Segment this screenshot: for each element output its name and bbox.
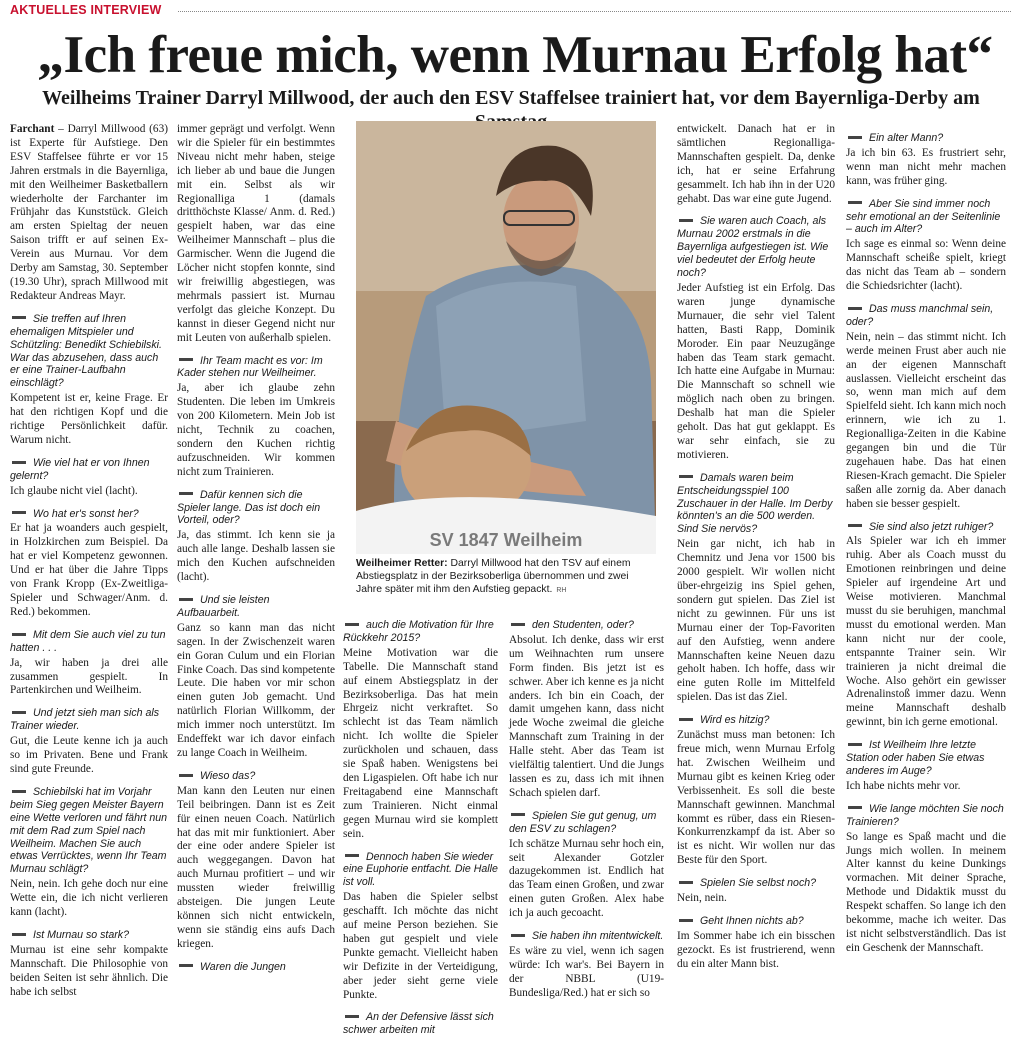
question-marker [179,358,193,361]
question-marker [179,774,193,777]
interview-question [509,619,664,632]
question-text: Spielen Sie selbst noch? [700,877,817,890]
question-marker [679,919,693,922]
question-text: Wird es hitzig? [700,714,770,727]
paragraph-text: Es wäre zu viel, wenn ich sagen würde: Ich war's. Bei Bayern in der NBBL (U19-Bundesliga/Red.) hat er sich so [509,944,664,999]
interview-question [509,930,664,943]
answer-paragraph [509,634,664,801]
paragraph-text: Ja, das stimmt. Ich kenn sie ja auch alle lange. Deshalb lassen sie mich den Kuchen aufschneiden (lacht). [177,529,335,584]
answer-paragraph [10,735,168,777]
interview-question [10,457,168,483]
jersey-lettering: SV 1847 Weilheim [429,530,583,550]
article-column-1 [10,123,168,1013]
paragraph-text: Das haben die Spieler selbst geschafft. Ich möchte das nicht auf meine Person beziehen. Sie haben gut gespielt und viele Punkte gemacht. Vielleicht haben wir Defizite in der Verteidigung, aber jeder sieht gerne viele Punkte. [343,891,498,1001]
question-text: Und sie leisten Aufbauarbeit. [177,594,270,619]
interview-question [10,929,168,942]
paragraph-text: Nein, nein. [677,892,727,905]
article-column-4 [509,610,664,1013]
answer-paragraph [177,382,335,479]
question-text: Dafür kennen sich die Spieler lange. Das ist doch ein Vorteil, oder? [177,488,321,527]
paragraph-text: Ich glaube nicht viel (lacht). [10,484,138,497]
interview-question [10,313,168,390]
paragraph-text: Absolut. Ich denke, dass wir erst um Weihnachten rum unsere Form finden. Bis jetzt ist es schwer. Aber ich kenne es ja nicht anders. Ich bin ein Coach, der damit umgehen kann, dass nicht jede Woche zweimal die gleiche Mannschaft zum Training in der Halle steht. Aber das Team ist vielfältig talentiert. Und die Jungs lassen es zu, dass ich mit ihnen Schach spielen darf. [509,633,664,799]
question-marker [511,934,525,937]
question-text: Wie lange möchten Sie noch Trainieren? [846,802,1004,828]
paragraph-text: Man kann den Leuten nur einen Teil beibringen. Dann ist es Zeit für einen neuen Coach. Natürlich hat das mit mir funktioniert. Aber der eine oder andere Spieler ist auch weggegangen. Davon hat auch Murnau profitiert – und wir mussten wieder freiwillig absteigen. Die jungen Leute können sich nicht entwickeln, wenn sie ständig eins aufs Dach kriegen. [177,784,335,950]
answer-paragraph [177,529,335,585]
article-column-2 [177,123,335,1013]
answer-paragraph [10,522,168,619]
question-text: Sie sind also jetzt ruhiger? [869,520,994,533]
question-text: An der Defensive lässt sich schwer arbeiten mit [343,1011,494,1037]
question-marker [12,511,26,514]
interview-question [846,521,1006,534]
answer-paragraph [677,930,835,972]
question-text: Das muss manchmal sein, oder? [846,302,994,328]
photo-caption [356,557,656,597]
question-marker [179,492,193,495]
answer-paragraph [677,729,835,868]
interview-question [10,786,168,876]
question-marker [179,598,193,601]
interview-question [177,355,335,381]
question-text: Mit dem Sie auch viel zu tun hatten . . . [10,628,166,654]
question-marker [179,964,193,967]
answer-paragraph [10,944,168,1000]
question-text: Wie viel hat er von Ihnen gelernt? [10,456,150,482]
question-text: Wieso das? [200,769,256,782]
article-column-6 [846,123,1006,1013]
interview-question [509,810,664,836]
paragraph-text: Ich habe nichts mehr vor. [846,779,961,792]
kicker-rule [178,11,1011,12]
photo-illustration [356,121,656,554]
answer-paragraph [677,282,835,463]
question-marker [679,475,693,478]
question-marker [848,136,862,139]
interview-question [343,619,498,645]
interview-question [677,714,835,727]
question-text: Dennoch haben Sie wieder eine Euphorie entfacht. Die Halle ist voll. [343,850,498,889]
caption-text: Darryl Millwood hat den TSV auf einem Abstiegsplatz in der Bezirksoberliga übernommen und zwei Jahre später mit ihm den Aufstieg gepackt. [356,558,631,595]
answer-paragraph [10,123,168,304]
question-text: Ist Weilheim Ihre letzte Station oder haben Sie etwas anderes im Auge? [846,739,985,777]
question-marker [848,201,862,204]
paragraph-text: Im Sommer habe ich ein bisschen gezockt. Es ist frustrierend, wenn du ein alter Mann bist. [677,929,835,970]
question-text: auch die Motivation für Ihre Rückkehr 2015? [343,619,494,644]
paragraph-text: Kompetent ist er, keine Frage. Er hat den richtigen Kopf und die richtige Persönlichkeit dafür. Warum nicht. [10,392,168,446]
photo-credit: RH [556,587,567,594]
paragraph-text: Nein gar nicht, ich hab in Chemnitz und Jena vor 1500 bis 2000 gespielt. Wir wollen nicht über-ehrgeizig ins Spiel gehen, sondern gut spielen. Das Ziel ist nicht zu gewinnen. Für uns ist Murnau einer der Top-Favoriten auf den Aufstieg, wenn andere Mannschaften keine Neuen dazu geholt haben. Ich hoffe, dass wir eine guten Rolle im Mittelfeld spielen. Das ist das Ziel. [677,538,835,704]
subheadline: Weilheims Trainer Darryl Millwood, der auch den ESV Staffelsee trainiert hat, vor dem Bayernliga-Derby am [42,87,980,109]
interview-question [677,877,835,890]
interview-question [846,198,1006,237]
answer-paragraph [10,657,168,699]
question-marker [848,524,862,527]
answer-paragraph [677,892,835,906]
question-marker [12,933,26,936]
interview-question [677,915,835,928]
interview-question [177,489,335,528]
question-text: Sie haben ihn mitentwickelt. [532,930,664,943]
paragraph-text: entwickelt. Danach hat er in sämtlichen Regionalliga-Mannschaften gespielt. Da, denke ich, hat er seine Erfahrung gesammelt. Ich hab ihn in der U20 gehabt. Das war eine gute Jugend. [677,123,835,205]
question-marker [679,881,693,884]
paragraph-text: So lange es Spaß macht und die Jungs mich wollen. In meinem Alter kannst du keine Dunkings vormachen. Mit deiner Sprache, Methode und Didaktik musst du Respekt schaffen. So lange ich den bekomme, mache ich weiter. Das ist nicht selbstverständlich. Das ist ein Geschenk der Mannschaft. [846,830,1006,954]
answer-paragraph [677,538,835,705]
interview-question [343,1011,498,1037]
paragraph-text: Murnau ist eine sehr kompakte Mannschaft. Die Philosophie von beiden Seiten ist sehr ähnlich. Die habe ich selbst [10,943,168,998]
interview-question [177,594,335,620]
question-marker [345,1015,359,1018]
article-column-5 [677,123,835,1013]
paragraph-text: Ich schätze Murnau sehr hoch ein, seit Alexander Gotzler dazugekommen ist. Endlich hat das Team einen Großen, und zwar einen guten Großen. Alex habe ich ja auch gecoacht. [509,837,664,920]
answer-paragraph [846,238,1006,294]
question-marker [12,711,26,714]
answer-paragraph [10,485,168,499]
article-photo [356,121,656,554]
question-text: Sie waren auch Coach, als Murnau 2002 erstmals in die Bayernliga aufgestiegen ist. Wie viel bedeutet der Erfolg heute noch? [677,215,829,280]
question-marker [848,743,862,746]
answer-paragraph [677,123,835,206]
paragraph-text: Als Spieler war ich eh immer ruhig. Aber als Coach musst du Emotionen reinbringen und deine Spieler auf irgendeine Art und Weise motivieren. Manchmal musst du sie beruhigen, manchmal musst du emotional werden. Man kann nicht nur der coole, entspannte Trainer sein. Wir trainieren ja nicht dreimal die Woche. Also gehört ein gewisser Adrenalinstoß immer dazu. Wenn meine Mannschaft deshalb gewinnt, bin ich gerne emotional. [846,535,1006,729]
question-text: den Studenten, oder? [532,619,634,631]
answer-paragraph [846,780,1006,794]
paragraph-text: Ich sage es einmal so: Wenn deine Mannschaft scheiße spielt, kriegt das nicht das Team ab – sondern die Schiedsrichter (lacht). [846,238,1006,293]
paragraph-text: Ja ich bin 63. Es frustriert sehr, wenn man nicht mehr machen kann, was früher ging. [846,146,1006,187]
interview-question [677,472,835,537]
caption-lead: Weilheimer Retter: [356,558,448,569]
question-marker [679,219,693,222]
answer-paragraph [177,622,335,761]
paragraph-text: Nein, nein – das stimmt nicht. Ich werde meinen Frust aber auch nie an der eigenen Mannschaft auslassen. Vielleicht erscheint das so, wenn man mich auf dem Spielfeld sieht. Ich kann mich noch erinnern, wie ich zu 1. Regionalliga-Zeiten in die Kabine gegangen bin und die Tür zugehauen habe. Das hat einen Riesen-Krach gemacht. Die Spieler saßen alle zornig da. Aber danach haben sie besser gespielt. [846,330,1006,510]
answer-paragraph [846,147,1006,189]
question-text: Ein alter Mann? [869,132,944,144]
question-marker [12,461,26,464]
question-marker [511,623,525,626]
paragraph-text: Gut, die Leute kenne ich ja auch so im Privaten. Bene und Frank sind gute Freunde. [10,735,168,775]
paragraph-text: Jeder Aufstieg ist ein Erfolg. Das waren junge dynamische Murnauer, die sehr viel Talent hatten, Basti Rapp, Dominik Moroder. Ein paar Neuzugänge haben das Team stark gemacht. Ich hatte eine Aufgabe in Murnau: Die Mannschaft so schnell wie möglich nach oben zu bringen. Deshalb hat man die Spieler geholt. Das hat gut geklappt. Es war sehr einfach, sie zu motivieren. [677,281,835,461]
question-text: Wo hat er's sonst her? [33,507,139,520]
interview-question [846,803,1006,829]
question-marker [848,307,862,310]
paragraph-text: – Darryl Millwood (63) ist Experte für Aufstiege. Den ESV Staffelsee führte er vor 15 Jahren erstmals in die Bayernliga, mit den Weilheimer Basketballern wiederholte der Farchanter im Frühjahr das Kunststück. Gleich am ersten Spieltag der neuen Saison trifft er auf seinen Ex-Verein aus Murnau. Vor dem Derby am Samstag, 30. September (19.30 Uhr), sprach Millwood mit Redakteur Andreas Mayr. [10,123,168,302]
question-marker [12,316,26,319]
answer-paragraph [343,891,498,1002]
paragraph-text: Er hat ja woanders auch gespielt, in Holzkirchen zum Beispiel. Da hat er viel Kompetenz gewonnen. Und er hat über die Jahre Tipps von Frank Kropp (Ex-Zweitliga-Spieler und Schwager/Anm. d. Red.) bekommen. [10,522,168,618]
section-kicker: AKTUELLES INTERVIEW [10,3,162,17]
interview-question [846,739,1006,778]
question-text: Schiebilski hat im Vorjahr beim Sieg gegen Meister Bayern eine Wette verloren und fährt nun mit dem Rad zum Spiel nach Weilheim. Machen Sie auch etwas Verrücktes, wenn Ihr Team Murnau schlägt? [10,785,168,876]
interview-question [177,770,335,783]
interview-question [343,851,498,890]
question-marker [12,633,26,636]
interview-question [846,303,1006,329]
interview-question [10,707,168,733]
question-marker [511,813,525,816]
paragraph-text: Ganz so kann man das nicht sagen. In der Zwischenzeit waren ein Goran Culum und ein Florian Finke Coach. Das sind kompetente Leute. Die haben vor mir schon einen guten Job gemacht. Und natürlich Florian Willkomm, der mich immer noch unterstützt. Im Endeffekt war ich davor einfach zu lange Coach in Weilheim. [177,621,335,759]
dateline: Farchant [10,123,55,135]
question-text: Und jetzt sieh man sich als Trainer wieder. [10,707,160,733]
question-text: Waren die Jungen [200,960,286,973]
question-text: Spielen Sie gut genug, um den ESV zu schlagen? [509,809,657,835]
answer-paragraph [10,878,168,920]
interview-question [10,508,168,521]
question-text: Ihr Team macht es vor: Im Kader stehen nur Weilheimer. [177,354,323,380]
answer-paragraph [10,392,168,448]
question-text: Ist Murnau so stark? [33,928,129,941]
paragraph-text: Ja, wir haben ja drei alle zusammen gespielt. In Partenkirchen und Weilheim. [10,656,168,697]
answer-paragraph [177,785,335,952]
interview-question [177,961,335,974]
answer-paragraph [846,331,1006,512]
question-marker [679,718,693,721]
interview-question [10,629,168,655]
answer-paragraph [509,838,664,921]
answer-paragraph [509,945,664,1001]
headline: „Ich freue mich, wenn Murnau Erfolg hat“ [37,26,993,84]
question-marker [345,854,359,857]
question-text: Damals waren beim Entscheidungsspiel 100 Zuschauer in der Halle. Im Derby könnten's an die 500 werden. Sind Sie nervös? [677,471,833,536]
answer-paragraph [177,123,335,346]
question-text: Geht Ihnen nichts ab? [700,914,804,927]
question-marker [12,790,26,793]
question-text: Aber Sie sind immer noch sehr emotional an der Seitenlinie – auch im Alter? [846,197,1001,236]
answer-paragraph [846,831,1006,956]
interview-question [677,215,835,280]
article-column-3 [343,610,498,1037]
paragraph-text: immer geprägt und verfolgt. Wenn wir die Spieler für ein bestimmtes Niveau nicht mehr haben, steige ich lieber ab und baue die Jungen mit ein. Selbst als wir Regionalliga 1 (damals dritthöchste Klasse/ Anm. d. Red.) gespielt haben, war das eine Weilheimer Mannschaft – plus die Garmischer. Wenn die Jugend die Löcher nicht stopfen konnte, sind wir freiwillig abgestiegen, was mehrmals passiert ist. Murnau verfolgt das gleiche Konzept. Du kannst in dieser Gegend nicht nur mit Leuten von außerhalb spielen. [177,123,335,344]
question-marker [848,806,862,809]
paragraph-text: Ja, aber ich glaube zehn Studenten. Die leben im Umkreis von 200 Kilometern. Mein Job ist nicht, Technik zu coachen, sondern den Kuchen richtig aufzuschneiden. Wir kommen nicht zum Trainieren. [177,382,335,478]
paragraph-text: Nein, nein. Ich gehe doch nur eine Wette ein, die ich nicht verlieren kann (lacht). [10,878,168,919]
paragraph-text: Zunächst muss man betonen: Ich freue mich, wenn Murnau Erfolg hat. Zwischen Weilheim und Murnau gibt es keinen Krieg oder Verbissenheit. Es soll die beste Mannschaft gewinnen. Manchmal kommt es rüber, dass ein Riesen-Konkurrenzkampf da ist. Aber so ist es nicht. Wir wollen nur das Beste für den Sport. [677,729,835,867]
question-text: Sie treffen auf Ihren ehemaligen Mitspieler und Schützling: Benedikt Schiebilski. War das abzusehen, dass auch er eine Trainer-Laufbahn einschlägt? [10,312,162,390]
question-marker [345,623,359,626]
answer-paragraph [846,535,1006,730]
paragraph-text: Meine Motivation war die Tabelle. Die Mannschaft stand auf einem Abstiegsplatz in der Bezirksoberliga. Das hat mein Ehrgeiz nicht verkraftet. So schlecht ist das Team nämlich nicht. Ich wollte die Spieler zurückholen und schauen, dass sie Spaß haben. Wenigstens bei den Ligaspielen. Oft habe ich nur Freitagabend eine Mannschaft zum Trainieren. Nicht einmal gegen Murnau wird sie komplett sein. [343,646,498,840]
answer-paragraph [343,647,498,842]
interview-question [846,132,1006,145]
